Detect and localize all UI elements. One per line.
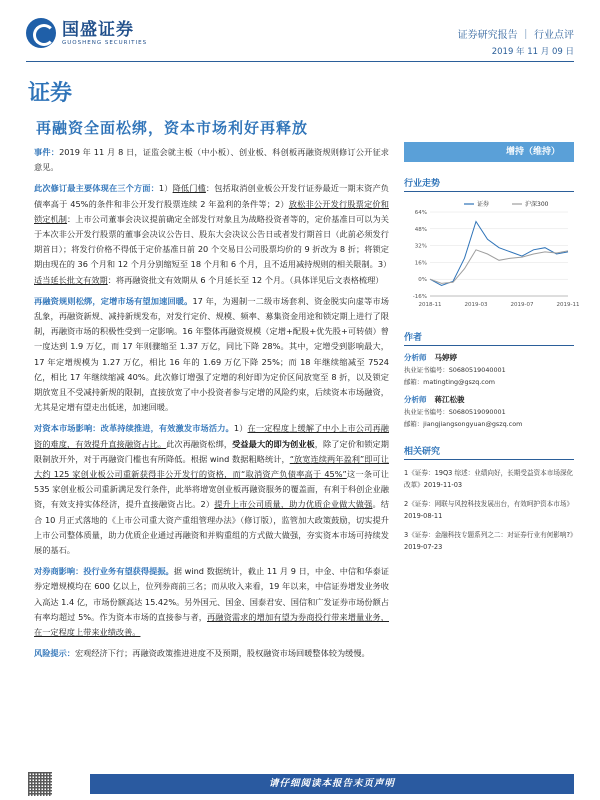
event-paragraph	[34, 145, 389, 175]
revision-text: ：将再融资批文有效期从 6 个月延长至 12 个月。（具体详见后文表格梳理）	[107, 274, 384, 285]
risk-text: 宏观经济下行；再融资政策推进进度不及预期，股权融资市场回暖整体较为缓慢。	[74, 648, 370, 659]
y-tick-label: 16%	[414, 260, 427, 267]
event-text: 2019 年 11 月 8 日，证监会就主板（中小板）、创业板、科创板再融资规则修订公开征求意见。	[34, 147, 389, 173]
author-name: 马婷婷	[434, 353, 457, 362]
private-placement-text: 17 年，为遏制一二级市场套利、资金脱实向虚等市场乱象，再融资新规、减持新规发布，对发行定价、规模、频率、募集资金用途和锁定期上进行了限制，再融资市场的积极性受到一定影响。16 年整体再融资规模（定增+配股+优先股+可转债）曾一度达到 1.9 万亿，而 17 年则骤缩至 1.37 万亿，同比下降 28%。其中，定增受到影响最大，17 年定增规模为 1.27 万亿，相比 16 年的 1.69 万亿下降 25%；而 18 年继续缩减至 7524 亿，相比 17 年继续缩减 40%。此次修订增强了定增的利好即为定价区间放宽至 8 折，以及锁定期放宽且不受减持新规的限制，直接放宽了中小投资者参与定增的风险约束，后续资本市场融资，尤其是定增有望走出低迷，加速回暖。	[34, 295, 389, 413]
revision-point-1: 降低门槛	[172, 183, 206, 194]
market-impact-point-1: 在一定程度上缓解了中小上市公司再融资的难度，有效提升直接融资占比。	[34, 423, 389, 449]
page-footer	[0, 770, 600, 800]
logo-icon	[26, 18, 56, 48]
page-header	[0, 0, 600, 62]
x-tick-label: 2019-03	[464, 302, 488, 308]
revision-point-3: 适当延长批文有效期	[34, 274, 108, 285]
author-email[interactable]: matingting@gszq.com	[423, 378, 495, 386]
footer-bar	[90, 774, 574, 794]
revision-text: ：包括取消创业板公开发行证券最近一期末资产负债率高于 45%的条件和非公开发行股票连续 2 年盈利的条件等；2）	[34, 183, 389, 209]
author-entry	[404, 352, 574, 388]
y-tick-label: -16%	[412, 294, 427, 300]
company-logo	[26, 18, 147, 48]
broker-impact-text: 据 wind 数据统计，截止 11 月 9 日，中金、中信和华泰证券定增规模均在 600 亿以上，位列券商前三名；而从收入来看，19 年以来，中信证券增发业务收入高达 1.4 亿，市场份额高达 15.42%。另外国元、国金、国泰君安、国信和广发证券市场份额占有率均超过 5%。作为资本市场的直接参与者，	[34, 566, 389, 622]
market-impact-point-2: 提升上市公司质量，助力优质企业做大做强	[214, 499, 373, 510]
private-placement-label: 再融资规则松绑，定增市场有望加速回暖。	[34, 295, 193, 306]
qr-code-icon	[28, 772, 52, 796]
series-line	[430, 250, 568, 284]
report-body	[34, 145, 392, 668]
trend-chart-svg	[404, 196, 580, 316]
related-report-link[interactable]: 1《证券：19Q3 综述：业绩向好，长期受益资本市场深化改革》2019-11-03	[404, 469, 574, 489]
revision-point-2: 放松非公开发行股票定价和锁定机制	[34, 198, 389, 224]
author-email[interactable]: jiangjiangsongyuan@gszq.com	[423, 420, 523, 428]
risk-label: 风险提示：	[34, 648, 75, 659]
market-impact-text: 。结合 10 月正式落地的《上市公司重大资产重组管理办法》（修订版），监管加大政策鼓励，切实提升上市公司整体质量，助力优质企业通过再融资和并购重组的方式做大做强，夯实资本市场可持续发展的基石。	[34, 499, 389, 556]
broker-impact-paragraph	[34, 564, 389, 640]
x-tick-label: 2019-07	[510, 302, 534, 308]
y-tick-label: 32%	[414, 243, 427, 250]
series-line	[430, 222, 568, 286]
market-impact-emphasis: 受益最大的即为创业板	[232, 438, 315, 449]
related-report-link[interactable]: 3《证券：金融科技专题系列之二：对证券行业有何影响?》2019-07-23	[404, 531, 574, 551]
related-list	[404, 467, 574, 553]
market-impact-label: 对资本市场影响：改革持续推进，有效激发市场活力。	[34, 423, 234, 434]
author-name: 蒋江松骏	[434, 395, 465, 404]
revision-label: 此次修订最主要体现在三个方面：	[34, 183, 159, 194]
author-role: 分析师	[404, 353, 427, 362]
legend-label: 证券	[477, 201, 490, 208]
risk-paragraph	[34, 646, 389, 661]
event-label: 事件：	[34, 147, 60, 157]
related-section-title: 相关研究	[404, 444, 574, 460]
sidebar	[404, 142, 580, 553]
footer-disclaimer: 请仔细阅读本报告末页声明	[268, 778, 395, 789]
market-impact-paragraph	[34, 421, 389, 558]
author-section-title: 作者	[404, 330, 574, 346]
email-label: 邮箱：	[404, 378, 424, 386]
report-date: 2019 年 11 月 09 日	[491, 47, 574, 57]
header-divider	[26, 61, 574, 62]
author-role: 分析师	[404, 395, 427, 404]
email-label: 邮箱：	[404, 420, 424, 428]
revision-paragraph	[34, 181, 392, 287]
author-list	[404, 352, 574, 430]
y-tick-label: 0%	[418, 277, 427, 284]
broker-impact-conclusion: 再融资需求的增加有望为券商投行带来增量业务，在一定程度上带来业绩改善。	[34, 611, 389, 638]
broker-impact-label: 对券商影响：投行业务有望获得提振。	[34, 566, 174, 577]
revision-text: ：上市公司董事会决议提前确定全部发行对象且为战略投资者等的，定价基准日可以为关于本次非公开发行股票的董事会决议公告日、股东大会决议公告日或者发行期首日（此前必须发行期首日）；将发行价格不得低于定价基准日前 20 个交易日公司股票均价的 9 折改为 8 折；将锁定期由现在的 36 个月和 12 个月分别缩短至 18 个月和 6 个月，且不适用减持规则的相关限制。3）	[34, 213, 392, 270]
market-impact-text: 此次再融资松绑，	[166, 438, 233, 449]
trend-section-title: 行业走势	[404, 176, 574, 192]
logo-text-cn: 国盛证券	[62, 20, 134, 40]
cert-label: 执业证书编号：	[404, 366, 449, 374]
x-tick-label: 2019-11	[556, 302, 580, 308]
y-tick-label: 48%	[414, 226, 427, 233]
market-impact-stat: “放宽连续两年盈利”即可让大约 125 家创业板公司重新获得非公开发行的资格，而“取消资产负债率高于 45%”	[34, 453, 389, 480]
logo-text-en: GUOSHENG SECURITIES	[62, 40, 148, 46]
revision-text: 1）	[158, 183, 173, 194]
market-impact-text: ，除了定价和锁定期限制放开外，对于再融资门槛也有所降低。根据 wind 数据粗略统计，	[34, 438, 389, 464]
report-type: 证券研究报告 ｜ 行业点评	[457, 30, 574, 41]
market-impact-text: 这一条可让 535 家创业板公司重新满足发行条件，此举将增宽创业板再融资服务的覆盖面，有利于科创企业融资，有效支持实体经济，提升直接融资占比。2）	[34, 469, 389, 510]
author-cert: S0680519090001	[448, 408, 506, 416]
x-tick-label: 2018-11	[418, 302, 442, 308]
author-entry	[404, 394, 574, 430]
industry-title: 证券	[28, 81, 73, 106]
market-impact-text: 1）	[233, 423, 248, 434]
private-placement-paragraph	[34, 294, 389, 416]
author-cert: S0680519040001	[448, 366, 506, 374]
related-report-link[interactable]: 2《证券：网联与风控科技发展出台，有效呵护资本市场》2019-08-11	[404, 500, 574, 520]
rating-badge: 增持（维持）	[404, 142, 574, 162]
industry-trend-chart	[404, 196, 580, 316]
y-tick-label: 64%	[414, 210, 427, 216]
cert-label: 执业证书编号：	[404, 408, 449, 416]
report-headline: 再融资全面松绑，资本市场利好再释放	[36, 119, 309, 137]
legend-label: 沪深300	[525, 201, 549, 208]
